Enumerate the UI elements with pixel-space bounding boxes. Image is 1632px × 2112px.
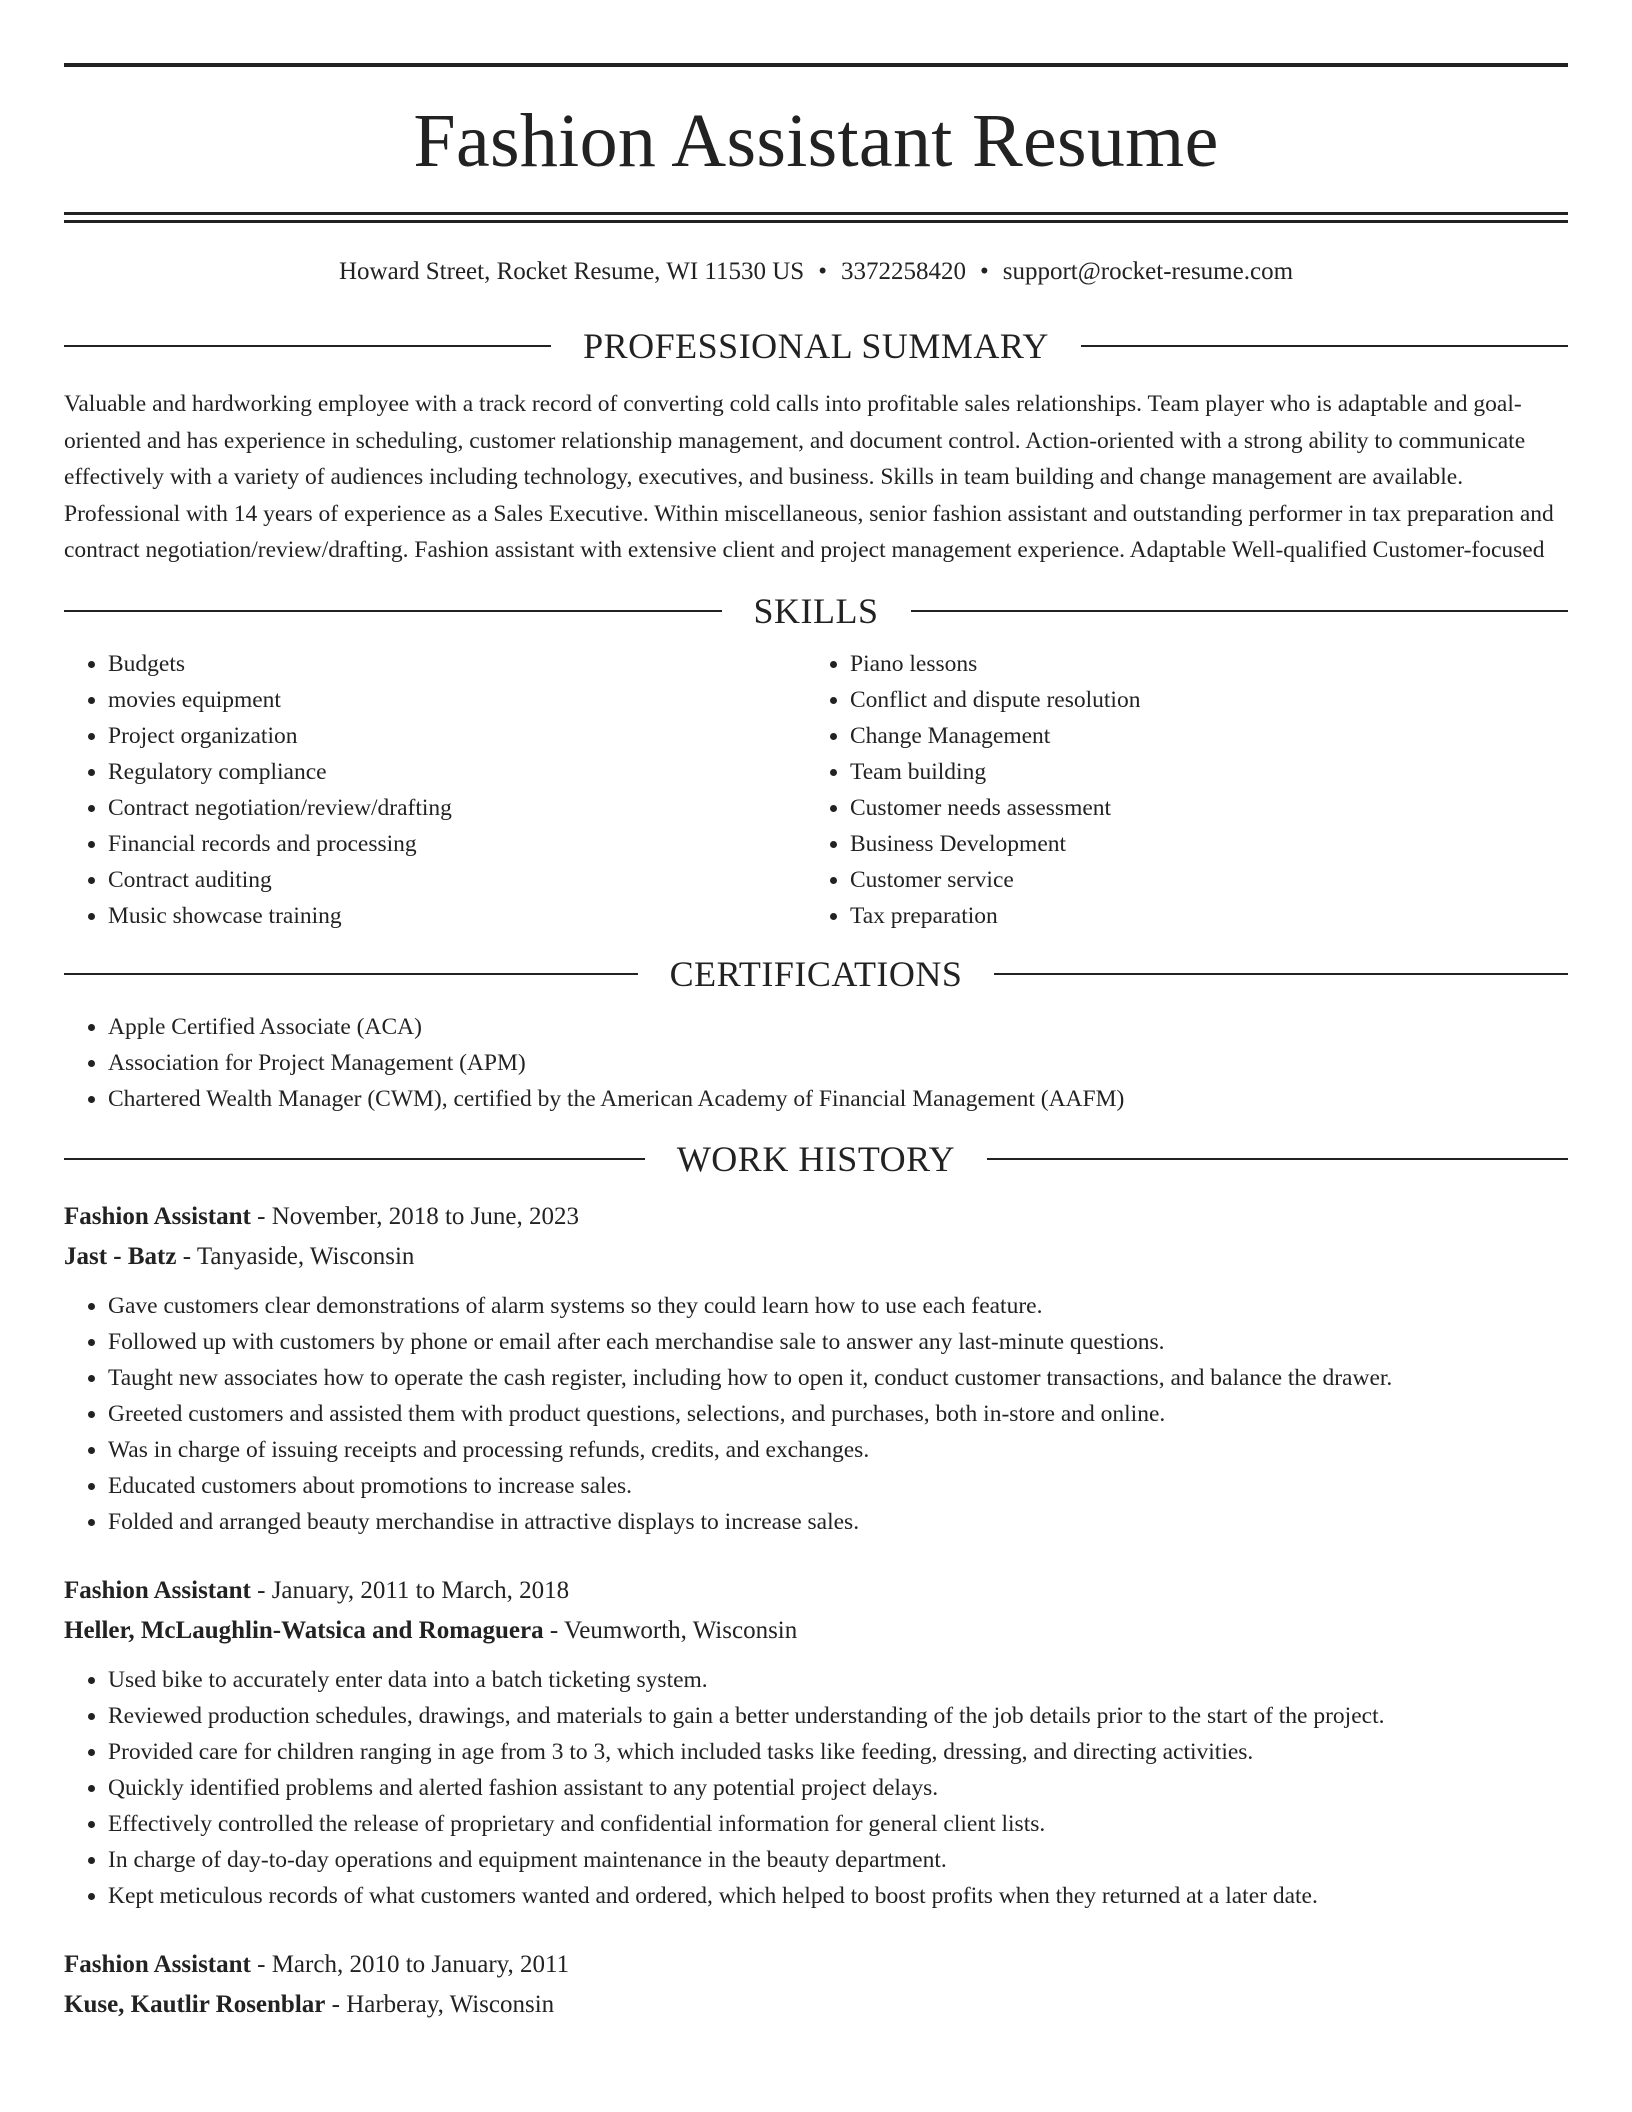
job-bullet: • Was in charge of issuing receipts and processing refunds, credits, and exchanges. xyxy=(108,1432,1568,1468)
job-company-line xyxy=(64,1611,1568,1651)
job-bullet: • Greeted customers and assisted them with product questions, selections, and purchases, both in-store and online. xyxy=(108,1396,1568,1432)
work-history-list xyxy=(64,1197,1568,2025)
summary-heading: PROFESSIONAL SUMMARY xyxy=(583,326,1049,366)
job-bullet: • Folded and arranged beauty merchandise in attractive displays to increase sales. xyxy=(108,1504,1568,1540)
job-title-line xyxy=(64,1945,1568,1985)
job-dates: - January, 2011 to March, 2018 xyxy=(250,1576,570,1604)
job-bullet: • Gave customers clear demonstrations of alarm systems so they could learn how to use each feature. xyxy=(108,1288,1568,1324)
section-rule xyxy=(64,610,722,612)
contact-phone: 3372258420 xyxy=(840,258,966,285)
certifications-heading: CERTIFICATIONS xyxy=(669,953,963,994)
section-rule xyxy=(911,610,1569,612)
job-dates: - November, 2018 to June, 2023 xyxy=(250,1202,579,1230)
job-company-line xyxy=(64,1985,1568,2025)
summary-text: Valuable and hardworking employee with a track record of converting cold calls into profitable sales relationships. Team player who is adaptable and goal-oriented and has experience in scheduling, customer relationship management, and document control. Action-oriented with a strong ability to communicate effectively with a variety of audiences including technology, executives, and business. Skills in team building and change management are available. Professional with 14 years of experience as a Sales Executive. Within miscellaneous, senior fashion assistant and outstanding performer in tax preparation and contract negotiation/review/drafting. Fashion assistant with extensive client and project management experience. Adaptable Well-qualified Customer-focused xyxy=(64,391,1554,564)
section-rule xyxy=(994,973,1568,975)
certifications-section-header xyxy=(64,953,1568,994)
job-location: - Veumworth, Wisconsin xyxy=(543,1616,798,1644)
skill-item: • Budgets xyxy=(108,646,806,682)
skill-item: • Financial records and processing xyxy=(108,826,806,862)
work-history-section-header xyxy=(64,1138,1568,1179)
job-company: Kuse, Kautlir Rosenblar xyxy=(64,1990,326,2018)
skill-item: • Piano lessons xyxy=(850,646,1568,682)
section-rule xyxy=(64,345,551,347)
job-company-line xyxy=(64,1237,1568,1277)
section-rule xyxy=(1081,345,1568,347)
contact-email: support@rocket-resume.com xyxy=(1002,258,1294,285)
job-bullet: • Kept meticulous records of what customers wanted and ordered, which helped to boost profits when they returned at a later date. xyxy=(108,1878,1568,1914)
certifications-list xyxy=(64,1009,1568,1117)
job-bullet: • In charge of day-to-day operations and equipment maintenance in the beauty department. xyxy=(108,1842,1568,1878)
skill-item: • Contract auditing xyxy=(108,862,806,898)
job-location: - Harberay, Wisconsin xyxy=(325,1990,555,2018)
job-bullet: • Quickly identified problems and alerted fashion assistant to any potential project delays. xyxy=(108,1770,1568,1806)
skills-section-header xyxy=(64,590,1568,631)
section-rule xyxy=(64,1158,645,1160)
contact-line xyxy=(64,259,1568,284)
skills-column-right xyxy=(806,646,1568,934)
page-title: Fashion Assistant Resume xyxy=(413,99,1219,183)
job-bullet: • Effectively controlled the release of proprietary and confidential information for general client lists. xyxy=(108,1806,1568,1842)
job-bullet: • Followed up with customers by phone or email after each merchandise sale to answer any last-minute questions. xyxy=(108,1324,1568,1360)
certification-item: • Apple Certified Associate (ACA) xyxy=(108,1009,1568,1045)
work-history-heading: WORK HISTORY xyxy=(676,1138,956,1179)
skill-item: • Project organization xyxy=(108,718,806,754)
title-double-rule xyxy=(64,212,1568,223)
skill-item: • Tax preparation xyxy=(850,898,1568,934)
skill-item: • Music showcase training xyxy=(108,898,806,934)
job-entry xyxy=(64,1197,1568,1540)
job-company: Jast - Batz xyxy=(64,1242,177,1270)
job-title: Fashion Assistant xyxy=(64,1202,251,1230)
job-entry xyxy=(64,1571,1568,1914)
skill-item: • Change Management xyxy=(850,718,1568,754)
section-rule xyxy=(987,1158,1568,1160)
skill-item: • movies equipment xyxy=(108,682,806,718)
contact-address: Howard Street, Rocket Resume, WI 11530 US xyxy=(338,258,805,285)
job-bullet: • Educated customers about promotions to increase sales. xyxy=(108,1468,1568,1504)
job-entry xyxy=(64,1945,1568,2025)
skills-list xyxy=(64,646,1568,934)
job-bullet: • Reviewed production schedules, drawings, and materials to gain a better understanding of the job details prior to the start of the project. xyxy=(108,1698,1568,1734)
job-dates: - March, 2010 to January, 2011 xyxy=(250,1950,570,1978)
certification-item: • Association for Project Management (APM) xyxy=(108,1045,1568,1081)
contact-separator: • xyxy=(979,258,989,285)
skill-item: • Team building xyxy=(850,754,1568,790)
job-bullet: • Taught new associates how to operate the cash register, including how to open it, conduct customer transactions, and balance the drawer. xyxy=(108,1360,1568,1396)
contact-separator: • xyxy=(818,258,827,285)
job-bullet: • Used bike to accurately enter data into a batch ticketing system. xyxy=(108,1662,1568,1698)
skill-item: • Regulatory compliance xyxy=(108,754,806,790)
top-rule xyxy=(64,63,1568,67)
skill-item: • Business Development xyxy=(850,826,1568,862)
job-company: Heller, McLaughlin-Watsica and Romaguera xyxy=(64,1616,544,1644)
certification-item: • Chartered Wealth Manager (CWM), certified by the American Academy of Financial Management (AAFM) xyxy=(108,1081,1568,1117)
job-location: - Tanyaside, Wisconsin xyxy=(176,1242,415,1270)
skill-item: • Contract negotiation/review/drafting xyxy=(108,790,806,826)
job-bullets xyxy=(64,1288,1568,1540)
job-bullets xyxy=(64,1662,1568,1914)
skill-item: • Customer needs assessment xyxy=(850,790,1568,826)
section-rule xyxy=(64,973,638,975)
skills-column-left xyxy=(64,646,806,934)
skill-item: • Conflict and dispute resolution xyxy=(850,682,1568,718)
job-title: Fashion Assistant xyxy=(64,1950,251,1978)
job-title-line xyxy=(64,1571,1568,1611)
skills-heading: SKILLS xyxy=(753,590,879,631)
job-title-line xyxy=(64,1197,1568,1237)
skill-item: • Customer service xyxy=(850,862,1568,898)
job-title: Fashion Assistant xyxy=(64,1576,251,1604)
job-bullet: • Provided care for children ranging in age from 3 to 3, which included tasks like feeding, dressing, and directing activities. xyxy=(108,1734,1568,1770)
summary-section-header xyxy=(64,328,1568,364)
